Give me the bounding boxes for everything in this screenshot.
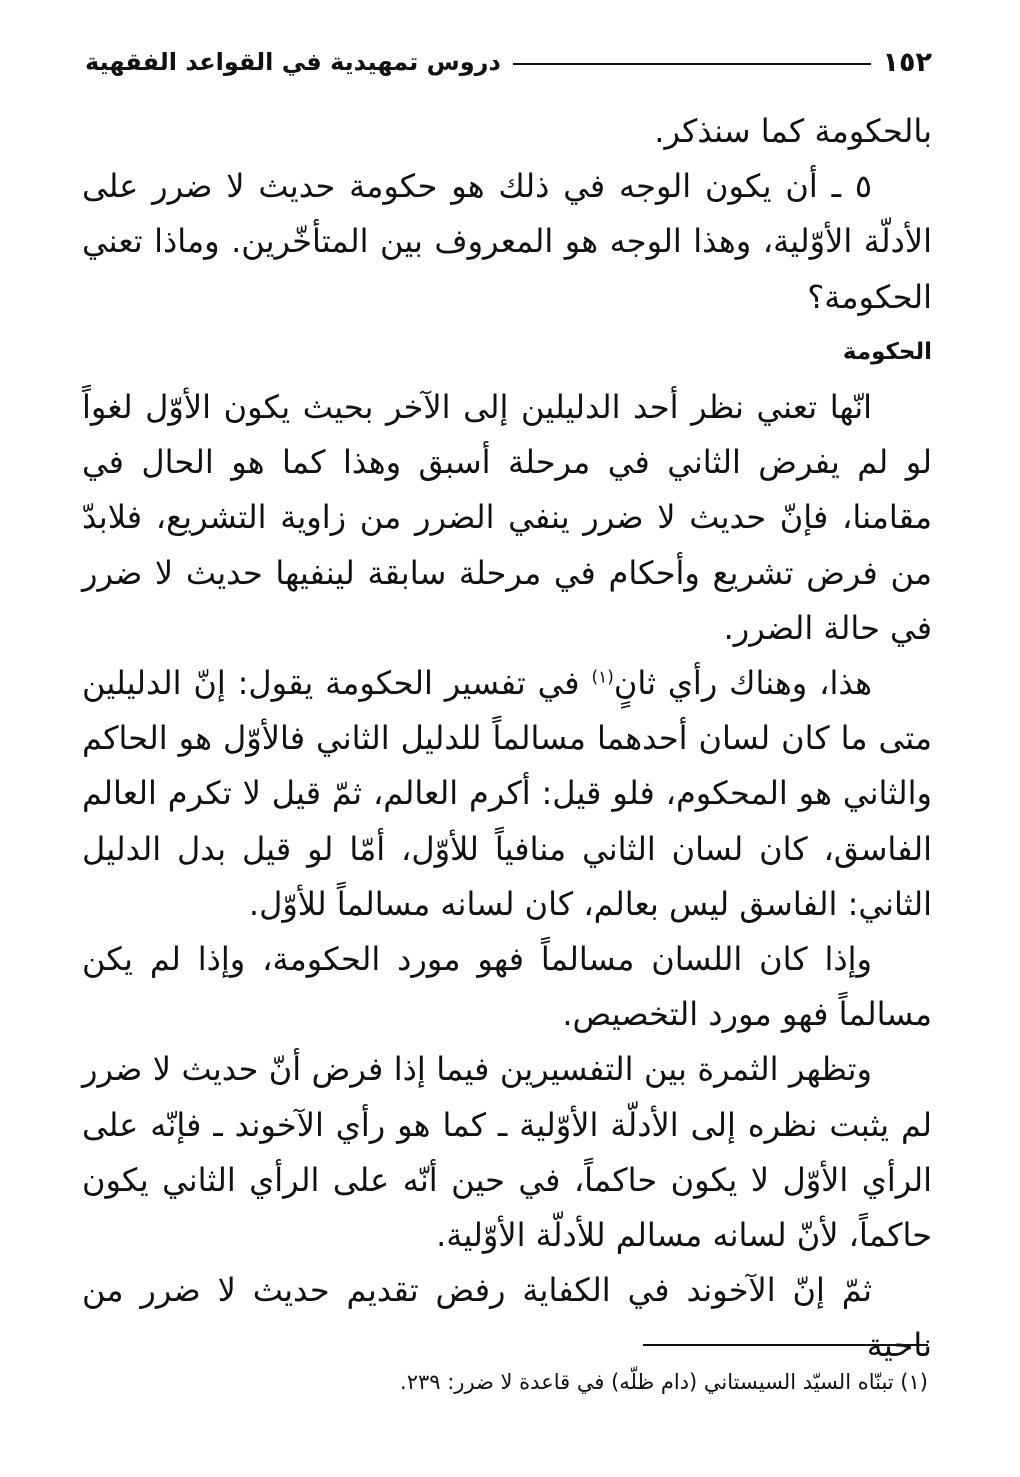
paragraph-3: انّها تعني نظر أحد الدليلين إلى الآخر بحيث يكون الأوّل لغواً لو لم يفرض الثاني في مرحلة أسبق وهذا كما هو الحال في مقامنا، فإنّ حديث لا ضرر ينفي الضرر من زاوية التشريع، فلابدّ من فرض تشريع وأحكام في مرحلة سابقة لينفيها حديث لا ضرر في حالة الضرر. bbox=[82, 388, 932, 647]
book-title: دروس تمهيدية في القواعد الفقهية bbox=[85, 48, 501, 76]
footnote: (١) تبنّاه السيّد السيستاني (دام ظلّه) في قاعدة لا ضرر: ٢٣٩. bbox=[400, 1370, 928, 1394]
paragraph-4-start: هذا، وهناك رأي ثانٍ bbox=[613, 664, 873, 703]
paragraph-1: بالحكومة كما سنذكر. bbox=[654, 112, 932, 150]
paragraph-4-rest: في تفسير الحكومة يقول: إنّ الدليلين متى ما كان لسان أحدهما مسالماً للدليل الثاني فالأوّل هو الحاكم والثاني هو المحكوم، فلو قيل: أكرم العالم، ثمّ قيل لا تكرم العالم الفاسق، كان لسان الثاني منافياً للأوّل، أمّا لو قيل بدل الدليل الثاني: الفاسق ليس بعالم، كان لسانه مسالماً للأوّل. bbox=[82, 664, 932, 923]
running-header bbox=[85, 42, 932, 82]
footnote-separator bbox=[643, 1344, 928, 1346]
footnote-reference[interactable]: (١) bbox=[591, 667, 614, 688]
paragraph-6: وتظهر الثمرة بين التفسيرين فيما إذا فرض أنّ حديث لا ضرر لم يثبت نظره إلى الأدلّة الأوّلية ـ كما هو رأي الآخوند ـ فإنّه على الرأي الأوّل لا يكون حاكماً، في حين أنّه على الرأي الثاني يكون حاكماً، لأنّ لسانه مسالم للأدلّة الأوّلية. bbox=[82, 1050, 932, 1255]
paragraph-5: وإذا كان اللسان مسالماً فهو مورد الحكومة، وإذا لم يكن مسالماً فهو مورد التخصيص. bbox=[82, 940, 932, 1034]
header-rule bbox=[513, 63, 871, 65]
section-heading: الحكومة bbox=[842, 338, 932, 365]
paragraph-7: ثمّ إنّ الآخوند في الكفاية رفض تقديم حديث لا ضرر من ناحية bbox=[82, 1271, 932, 1365]
paragraph-4 bbox=[82, 656, 932, 932]
body-text bbox=[82, 104, 932, 1374]
paragraph-2: ٥ ـ أن يكون الوجه في ذلك هو حكومة حديث لا ضرر على الأدلّة الأوّلية، وهذا الوجه هو المعروف بين المتأخّرين. وماذا تعني الحكومة؟ bbox=[82, 167, 932, 316]
page-number: ١٥٢ bbox=[882, 46, 932, 78]
